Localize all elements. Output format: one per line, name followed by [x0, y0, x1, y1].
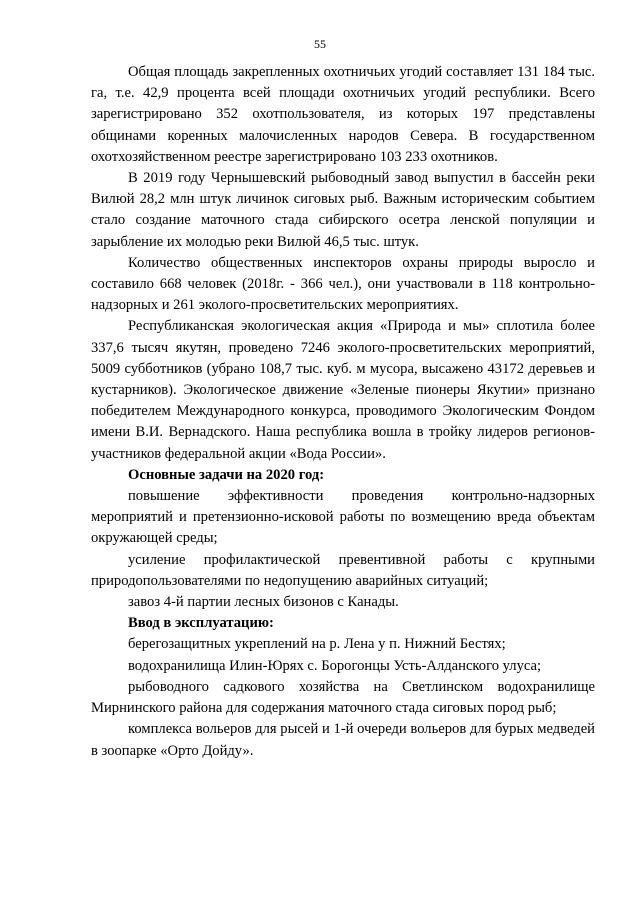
commissioning-item: берегозащитных укреплений на р. Лена у п. Нижний Бестях; [128, 636, 506, 653]
tasks-heading: Основные задачи на 2020 год: [128, 466, 325, 483]
document-body [91, 62, 595, 762]
page-number: 55 [314, 37, 326, 51]
commissioning-item: рыбоводного садкового хозяйства на Светлинском водохранилище Мирнинского района для содержания маточного стада сиговых пород рыб; [91, 678, 595, 717]
paragraph-hunting-grounds: Общая площадь закрепленных охотничьих угодий составляет 131 184 тыс. га, т.е. 42,9 процента всей площади охотничьих угодий республики. Всего зарегистрировано 352 охотпользователя, из которых 197 представлены общинами коренных малочисленных народов Севера. В государственном охотхозяйственном реестре зарегистрировано 103 233 охотников. [91, 64, 595, 165]
paragraph-fish-hatchery: В 2019 году Чернышевский рыбоводный завод выпустил в бассейн реки Вилюй 28,2 млн штук личинок сиговых рыб. Важным историческим событием стало создание маточного стада сибирского осетра ленской популяции и зарыбление их молодью реки Вилюй 46,5 тыс. штук. [91, 170, 595, 250]
commissioning-item: водохранилища Илин-Юрях с. Борогонцы Усть-Алданского улуса; [128, 657, 542, 674]
paragraph-public-inspectors: Количество общественных инспекторов охраны природы выросло и составило 668 человек (2018г. - 366 чел.), они участвовали в 118 контрольно-надзорных и 261 эколого-просветительских мероприятиях. [91, 254, 595, 314]
task-item: повышение эффективности проведения контрольно-надзорных мероприятий и претензионно-исковой работы по возмещению вреда объектам окружающей среды; [91, 488, 595, 547]
commissioning-heading: Ввод в эксплуатацию: [128, 615, 274, 632]
paragraph-eco-campaign: Республиканская экологическая акция «Природа и мы» сплотила более 337,6 тысяч якутян, проведено 7246 эколого-просветительских мероприятий, 5009 субботников (убрано 108,7 тыс. куб. м мусора, высажено 43172 деревьев и кустарников). Экологическое движение «Зеленые пионеры Якутии» признано победителем Международного конкурса, проводимого Экологическим Фондом имени В.И. Вернадского. Наша республика вошла в тройку лидеров регионов-участников федеральной акции «Вода России». [91, 318, 595, 462]
commissioning-item: комплекса вольеров для рысей и 1-й очереди вольеров для бурых медведей в зоопарке «Орто Дойду». [91, 721, 595, 759]
task-item: усиление профилактической превентивной работы с крупными природопользователями по недопущению аварийных ситуаций; [91, 551, 595, 589]
task-item: завоз 4-й партии лесных бизонов с Канады. [128, 594, 399, 611]
